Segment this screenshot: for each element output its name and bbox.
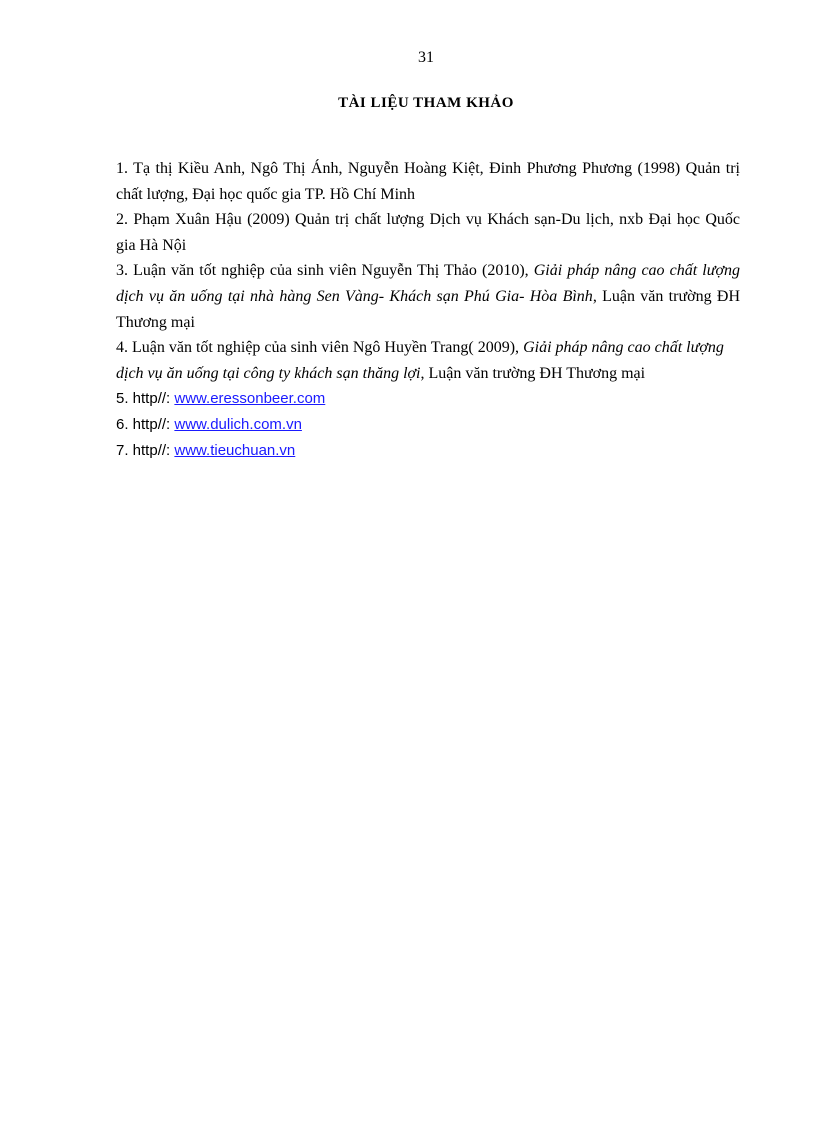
reference-link-tieuchuan[interactable]: www.tieuchuan.vn: [174, 441, 296, 459]
reference-title: Giải pháp nâng cao chất lượng dịch vụ ăn uống tại nhà hàng Sen Vàng- Khách sạn Phú Gia- Hòa Bình: [116, 262, 740, 305]
reference-link-eressonbeer[interactable]: www.eressonbeer.com: [174, 390, 326, 408]
reference-item-2: [116, 207, 740, 258]
reference-text: 2. Phạm Xuân Hậu (2009) Quản trị chất lượng Dịch vụ Khách sạn-Du lịch, nxb Đại học Quốc gia Hà Nội: [116, 211, 740, 254]
reference-text-before: 3. Luận văn tốt nghiệp của sinh viên Nguyễn Thị Thảo (2010),: [116, 262, 534, 280]
reference-text-after: , Luận văn trường ĐH Thương mại: [116, 287, 740, 331]
reference-prefix: 7. http//:: [116, 441, 175, 459]
reference-title: Giải pháp nâng cao chất lượng dịch vụ ăn uống tại công ty khách sạn thăng lợi: [116, 339, 724, 382]
reference-list: [116, 156, 740, 463]
reference-text: 1. Tạ thị Kiều Anh, Ngô Thị Ánh, Nguyễn Hoàng Kiệt, Đinh Phương Phương (1998) Quản trị chất lượng, Đại học quốc gia TP. Hồ Chí Minh: [116, 160, 740, 203]
page-number: 31: [418, 49, 434, 66]
reference-item-4: [116, 335, 740, 386]
reference-prefix: 6. http//:: [116, 415, 175, 433]
reference-text-after: , Luận văn trường ĐH Thương mại: [420, 364, 646, 382]
reference-item-7: [116, 438, 740, 464]
reference-prefix: 5. http//:: [116, 390, 175, 408]
page-title: TÀI LIỆU THAM KHẢO: [338, 95, 514, 111]
reference-item-1: [116, 156, 740, 207]
reference-item-6: [116, 412, 740, 438]
reference-item-3: [116, 258, 740, 335]
reference-item-5: [116, 386, 740, 412]
reference-text-before: 4. Luận văn tốt nghiệp của sinh viên Ngô Huyền Trang( 2009),: [116, 339, 524, 357]
reference-link-dulich[interactable]: www.dulich.com.vn: [174, 415, 302, 433]
